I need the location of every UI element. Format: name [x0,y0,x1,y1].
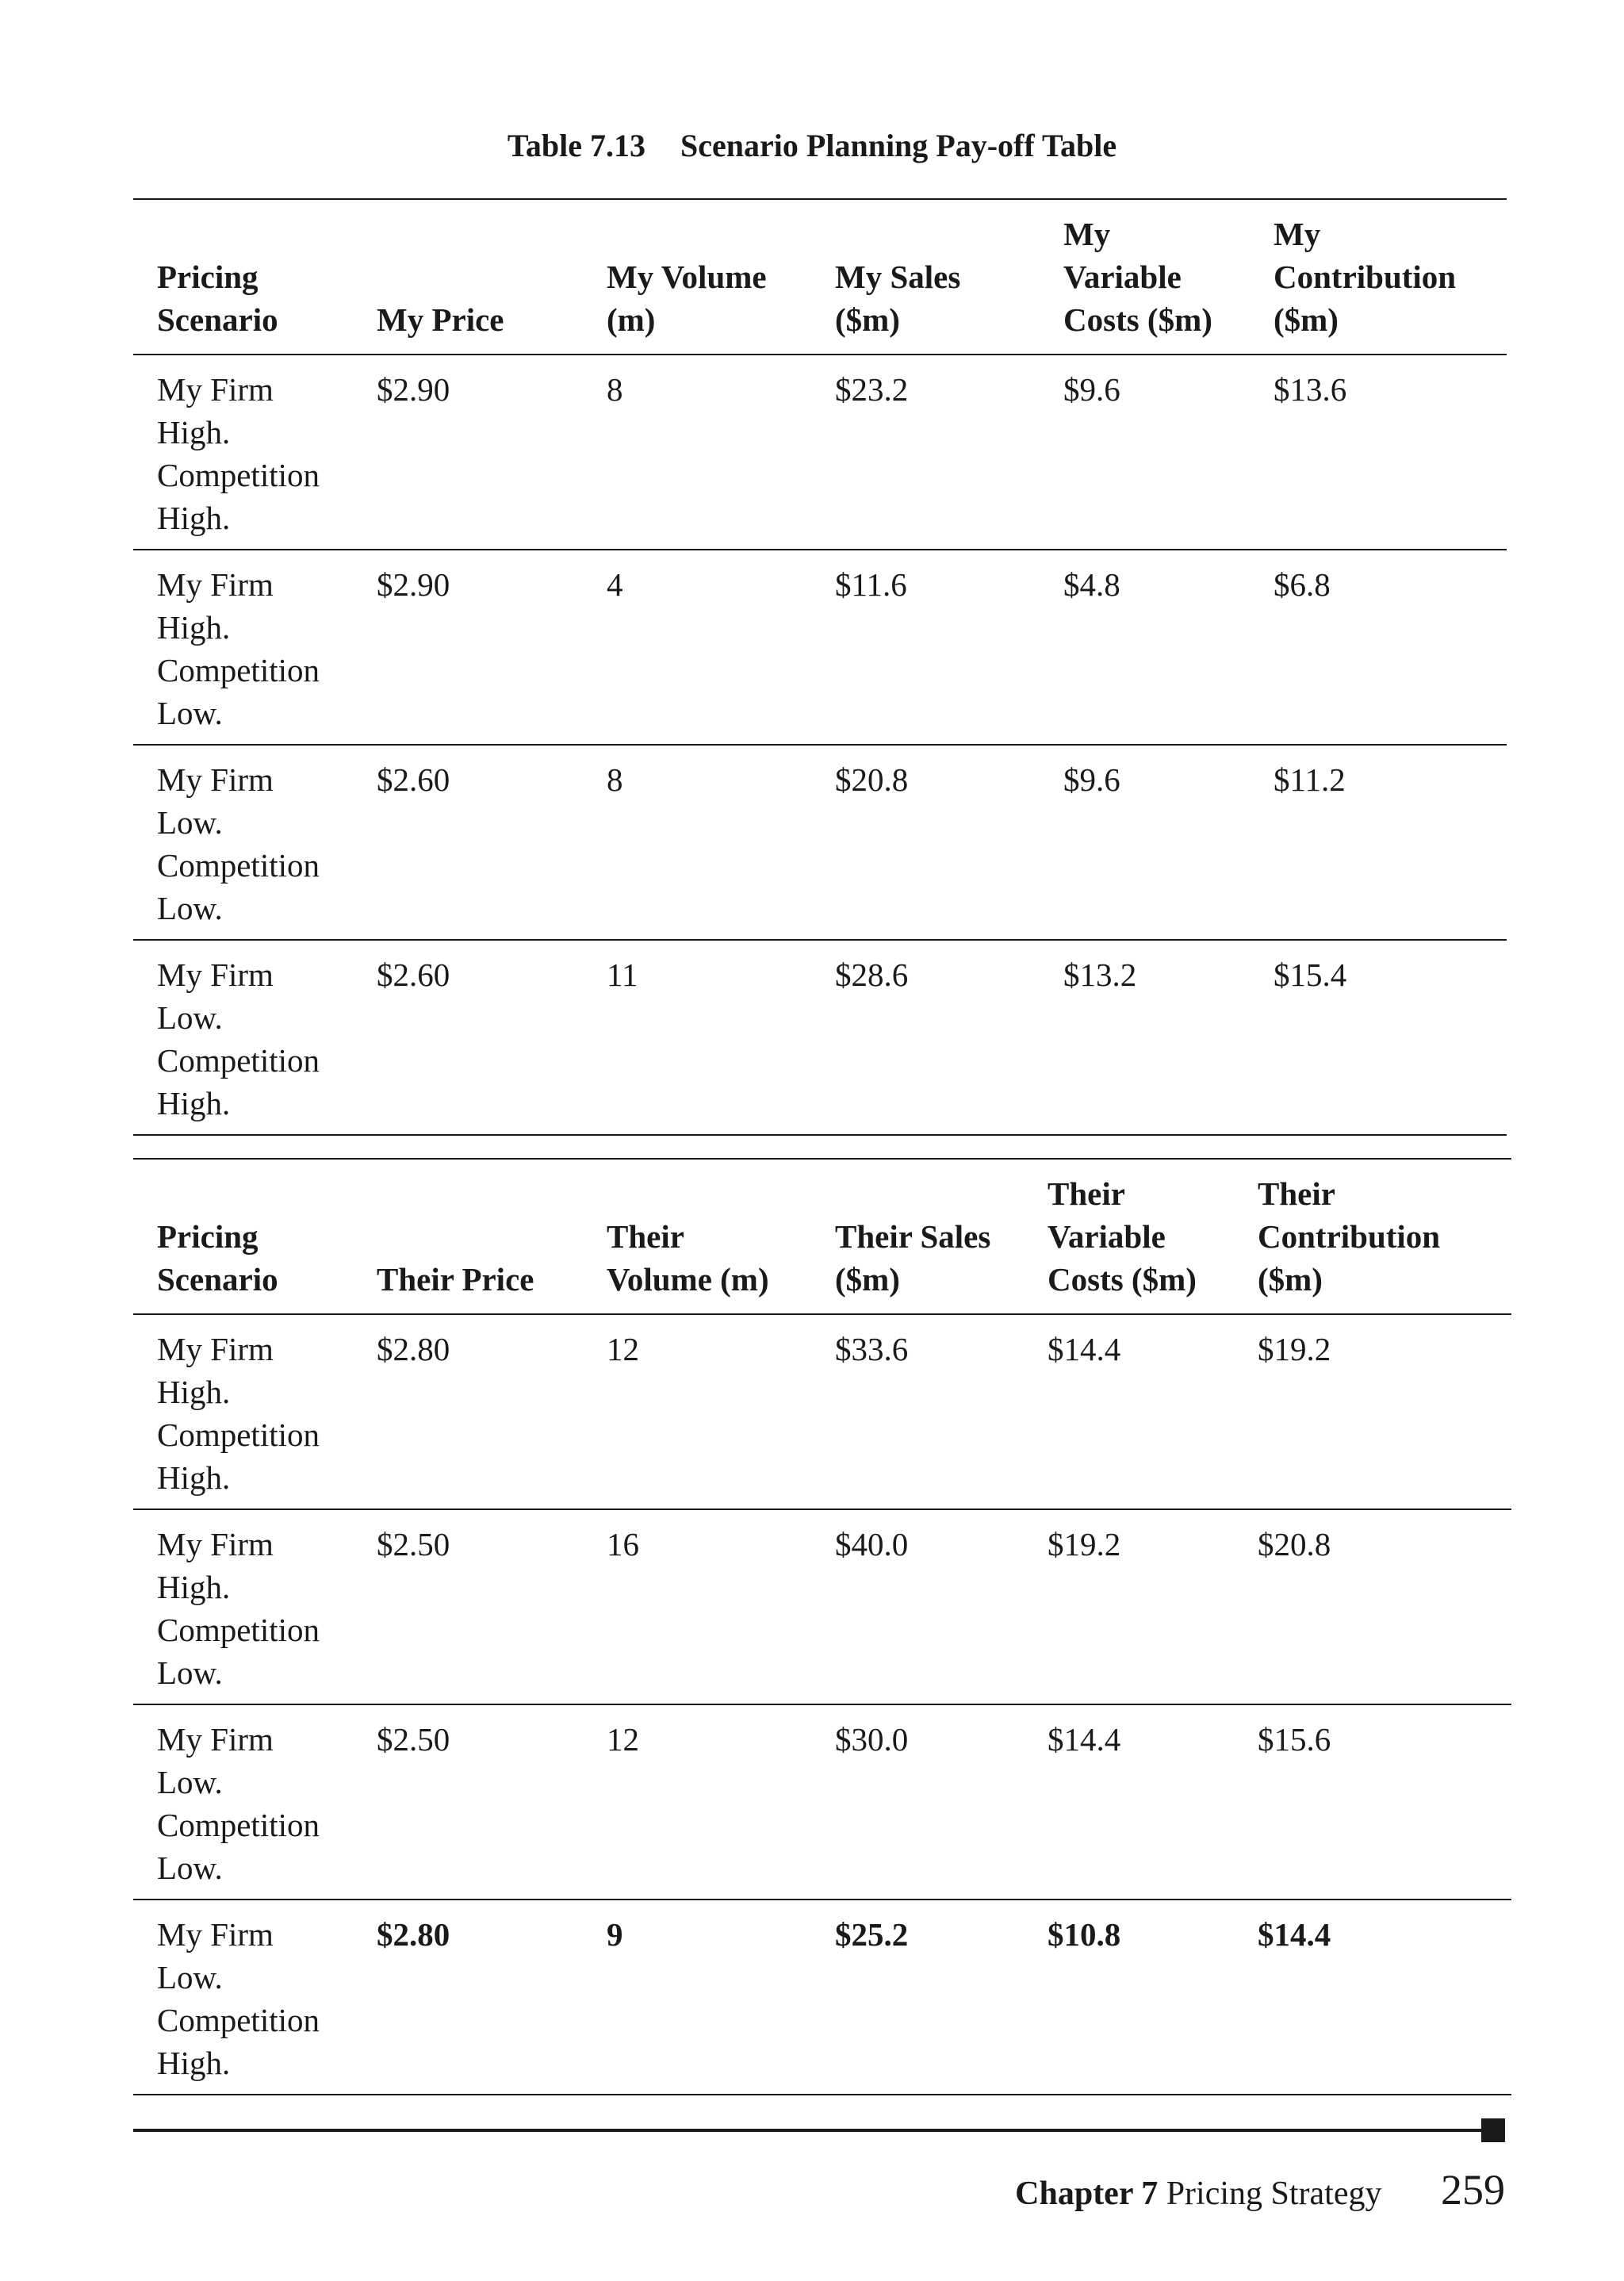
scenario-line: High. [157,500,231,536]
table-row [133,1509,1511,1704]
scenario-line: Competition [157,457,320,493]
table-row [133,745,1507,940]
column-header-line: (m) [607,301,656,338]
table-row [133,550,1507,745]
column-header-line: Their [1048,1175,1125,1212]
column-header-line: Scenario [157,1261,278,1298]
column-header-line [835,1172,1048,1215]
column-header-line: Scenario [157,301,278,338]
column-header-line: Their Sales [835,1218,991,1255]
column-header-line: Costs ($m) [1063,301,1212,338]
column-header-line: Pricing [157,1218,259,1255]
footer-chapter: Chapter 7 [1015,2176,1159,2212]
column-header-line: Costs ($m) [1048,1261,1197,1298]
value-cell: $20.8 [835,761,909,798]
scenario-line: High. [157,1459,231,1496]
value-cell: 8 [607,761,623,798]
column-header-line: Volume (m) [607,1261,769,1298]
scenario-line: Low. [157,1764,223,1800]
scenario-line: My Firm [157,1526,274,1562]
table-row [133,1314,1511,1509]
column-header-line [835,213,1063,255]
scenario-line: Low. [157,1654,223,1691]
scenario-line: Competition [157,1417,320,1453]
scenario-line: Competition [157,2002,320,2038]
value-cell: 12 [607,1331,639,1367]
column-header-line: My Price [377,301,504,338]
scenario-line: My Firm [157,371,274,408]
value-cell: $15.6 [1258,1721,1331,1758]
scenario-cell [133,745,377,940]
scenario-line: Low. [157,1850,223,1886]
column-header-line: My [1274,216,1321,252]
scenario-line: High. [157,2045,231,2081]
column-header-line: Their [607,1218,684,1255]
header-row [133,199,1507,355]
scenario-cell [133,355,377,550]
value-cell: 4 [607,566,623,603]
value-cell: $2.60 [377,956,450,993]
column-header-line [377,255,607,298]
column-header [1274,199,1507,355]
column-header-line: ($m) [1274,301,1339,338]
table-caption [0,127,1624,164]
scenario-line: My Firm [157,566,274,603]
value-cell: $33.6 [835,1331,909,1367]
scenario-line: Low. [157,890,223,926]
column-header-line: ($m) [835,1261,900,1298]
column-header-line: ($m) [835,301,900,338]
column-header-line: Their [1258,1175,1335,1212]
column-header-line: Variable [1048,1218,1166,1255]
value-cell: $6.8 [1274,566,1331,603]
scenario-line: Low. [157,999,223,1036]
column-header-line: Contribution [1258,1218,1441,1255]
footer-section: Pricing Strategy [1166,2176,1382,2212]
scenario-line: Competition [157,1612,320,1648]
footer-rule [133,2129,1502,2132]
scenario-line: High. [157,414,231,450]
scenario-cell [133,550,377,745]
scenario-cell [133,940,377,1135]
value-cell: $20.8 [1258,1526,1331,1562]
column-header-line: My Volume [607,259,767,295]
value-cell: $13.2 [1063,956,1137,993]
footer-square-marker [1481,2118,1505,2142]
column-header-line: Contribution [1274,259,1457,295]
value-cell: 11 [607,956,638,993]
value-cell: $2.60 [377,761,450,798]
scenario-cell [133,1900,377,2095]
scenario-line: My Firm [157,761,274,798]
scenario-line: High. [157,1085,231,1121]
column-header [377,1159,607,1314]
column-header-line [377,1215,607,1258]
scenario-line: My Firm [157,1916,274,1953]
scenario-line: Low. [157,1959,223,1995]
scenario-cell [133,1704,377,1900]
table-row [133,940,1507,1135]
scenario-line: High. [157,1569,231,1605]
their-payoff-table [133,1158,1511,2095]
scenario-line: Low. [157,695,223,731]
scenario-cell [133,1509,377,1704]
table-title: Scenario Planning Pay-off Table [680,128,1117,163]
value-cell: $2.50 [377,1526,450,1562]
scenario-line: My Firm [157,1721,274,1758]
column-header [607,199,835,355]
scenario-line: High. [157,1374,231,1410]
column-header [1258,1159,1511,1314]
value-cell: 9 [607,1916,623,1953]
value-cell: $13.6 [1274,371,1347,408]
column-header-line [607,1172,835,1215]
header-row [133,1159,1511,1314]
value-cell: $23.2 [835,371,909,408]
value-cell: $11.2 [1274,761,1346,798]
column-header-line [377,1172,607,1215]
value-cell: $19.2 [1048,1526,1121,1562]
value-cell: $19.2 [1258,1331,1331,1367]
column-header [133,1159,377,1314]
value-cell: $9.6 [1063,761,1120,798]
value-cell: $25.2 [835,1916,909,1953]
column-header-line: ($m) [1258,1261,1323,1298]
value-cell: $2.80 [377,1916,450,1953]
value-cell: $4.8 [1063,566,1120,603]
value-cell: $2.50 [377,1721,450,1758]
column-header [607,1159,835,1314]
column-header-line: My Sales [835,259,961,295]
scenario-line: Competition [157,847,320,884]
table-number: Table 7.13 [507,128,646,163]
table-row [133,1900,1511,2095]
value-cell: $2.80 [377,1331,450,1367]
scenario-line: My Firm [157,1331,274,1367]
column-header-line: My [1063,216,1111,252]
column-header [133,199,377,355]
value-cell: 12 [607,1721,639,1758]
column-header [1063,199,1274,355]
my-firm-payoff-table [133,198,1507,1136]
column-header [377,199,607,355]
column-header [1048,1159,1258,1314]
value-cell: $28.6 [835,956,909,993]
value-cell: $14.4 [1048,1721,1121,1758]
value-cell: $2.90 [377,371,450,408]
column-header [835,1159,1048,1314]
column-header-line [377,213,607,255]
column-header [835,199,1063,355]
scenario-line: Low. [157,804,223,841]
value-cell: $14.4 [1258,1916,1331,1953]
running-footer [1015,2165,1505,2214]
value-cell: $40.0 [835,1526,909,1562]
table-row [133,1704,1511,1900]
scenario-line: Competition [157,1807,320,1843]
value-cell: $2.90 [377,566,450,603]
value-cell: 8 [607,371,623,408]
value-cell: $30.0 [835,1721,909,1758]
page-number: 259 [1441,2166,1505,2214]
column-header-line: Pricing [157,259,259,295]
scenario-cell [133,1314,377,1509]
value-cell: $9.6 [1063,371,1120,408]
column-header-line [157,213,377,255]
value-cell: $11.6 [835,566,907,603]
column-header-line [157,1172,377,1215]
scenario-line: Competition [157,1042,320,1079]
table-row [133,355,1507,550]
value-cell: 16 [607,1526,639,1562]
value-cell: $14.4 [1048,1331,1121,1367]
column-header-line: Variable [1063,259,1182,295]
column-header-line: Their Price [377,1261,534,1298]
scenario-line: Competition [157,652,320,688]
scenario-line: My Firm [157,956,274,993]
scenario-line: High. [157,609,231,646]
value-cell: $10.8 [1048,1916,1121,1953]
value-cell: $15.4 [1274,956,1347,993]
column-header-line [607,213,835,255]
